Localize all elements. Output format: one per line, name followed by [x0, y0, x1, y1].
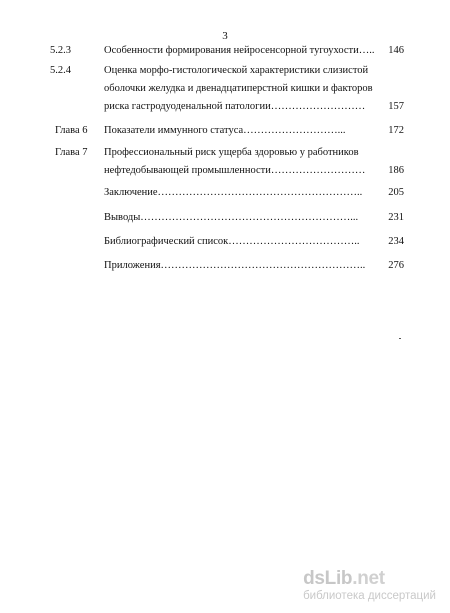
toc-entry-title: Особенности формирования нейросенсорной тугоухости…..: [104, 45, 375, 56]
toc-entry-title: Заключение…………………………………………………..: [104, 187, 363, 198]
toc-entry-page: 172: [388, 125, 404, 136]
toc-entry-title-line: Профессиональный риск ущерба здоровью у работников: [104, 147, 359, 158]
toc-entry-page: 157: [388, 101, 404, 112]
watermark: [303, 569, 436, 603]
toc-entry-number: 5.2.4: [50, 65, 71, 76]
toc-entry-number: Глава 7: [55, 147, 88, 158]
toc-entry-title: Выводы……………………………………………………...: [104, 212, 359, 223]
watermark-logo-prefix: dsLib: [303, 568, 353, 589]
watermark-logo-suffix: .net: [352, 568, 385, 589]
toc-entry-page: 146: [388, 45, 404, 56]
toc-entry-page: 276: [388, 260, 404, 271]
toc-entry-title-line: риска гастродуоденальной патологии………………………: [104, 101, 366, 112]
toc-entry-page: 205: [388, 187, 404, 198]
watermark-subtitle: библиотека диссертаций: [303, 590, 436, 602]
toc-entry-number: 5.2.3: [50, 45, 71, 56]
toc-entry-page: 231: [388, 212, 404, 223]
watermark-logo: [303, 569, 436, 589]
scan-speck: [399, 338, 401, 339]
page-number: 3: [222, 30, 228, 42]
toc-entry-title-line: оболочки желудка и двенадцатиперстной кишки и факторов: [104, 83, 373, 94]
toc-entry-title: Библиографический список………………………………..: [104, 236, 360, 247]
toc-entry-number: Глава 6: [55, 125, 88, 136]
toc-entry-title-line: Оценка морфо-гистологической характеристики слизистой: [104, 65, 369, 76]
toc-entry-page: 186: [388, 165, 404, 176]
toc-entry-page: 234: [388, 236, 404, 247]
toc-entry-title: Приложения…………………………………………………..: [104, 260, 366, 271]
toc-entry-title-line: нефтедобывающей промышленности………………………: [104, 165, 366, 176]
toc-entry-title: Показатели иммунного статуса………………………...: [104, 125, 346, 136]
